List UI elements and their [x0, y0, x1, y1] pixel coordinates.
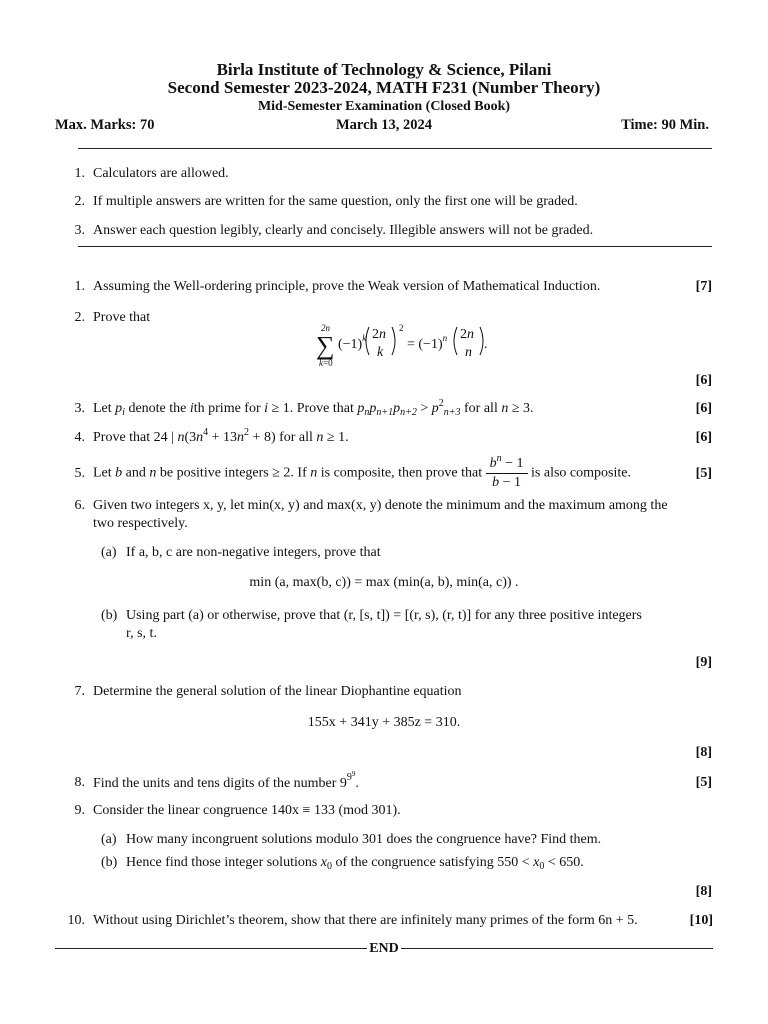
svg-text:(−1)k: $(-1)^k$ [338, 333, 367, 352]
question-6b-text: Using part (a) or otherwise, prove that (r, [s, t]) = [(r, s), (r, t)] for any three positive integers [126, 608, 642, 623]
question-9a-text: How many incongruent solutions modulo 301 does the congruence have? Find them. [126, 832, 602, 847]
question-8-text: Find the units and tens digits of the number $9^{9^9}$. [93, 770, 359, 791]
instruction-number: 3. [74, 223, 85, 238]
svg-text:n: n [465, 345, 472, 360]
question-6a-label: (a) [101, 545, 117, 560]
course-title: Second Semester 2023-2024, MATH F231 (Number Theory) [167, 78, 601, 97]
question-number: 6. [74, 498, 85, 513]
svg-text:2n: 2n [372, 327, 386, 342]
instruction-number: 1. [74, 166, 85, 181]
question-6a-text: If a, b, c are non-negative integers, prove that [126, 545, 381, 560]
question-7-text: Determine the general solution of the linear Diophantine equation [93, 684, 462, 699]
end-marker: END [369, 941, 399, 956]
end-divider-right [401, 948, 713, 949]
question-number: 7. [74, 684, 85, 699]
question-6-text: Given two integers x, y, let min(x, y) and max(x, y) denote the minimum and the maximum among the [93, 498, 668, 513]
svg-text:2n: 2n [321, 323, 330, 333]
question-7-marks: [8] [695, 745, 712, 760]
max-marks: Max. Marks: 70 [55, 117, 155, 133]
question-7-equation: 155x + 341y + 385z = 310. [307, 715, 461, 730]
question-10-marks: [10] [689, 913, 713, 928]
instruction-number: 2. [74, 194, 85, 209]
instruction-text: If multiple answers are written for the same question, only the first one will be graded. [93, 194, 578, 209]
instruction-text: Answer each question legibly, clearly and concisely. Illegible answers will not be graded. [93, 223, 594, 238]
exam-date: March 13, 2024 [336, 117, 432, 133]
header-divider [78, 148, 712, 149]
svg-text:.: . [484, 337, 488, 352]
question-2-equation [312, 318, 502, 372]
question-3-text: Let $p_i$ denote the ith prime for i ≥ 1. Prove that $p_np_{n+1}p_{n+2} > p^2_{n+3}$ for all n ≥ 3. [93, 398, 534, 418]
question-number: 10. [67, 913, 85, 928]
svg-text:2n: 2n [460, 327, 474, 342]
question-5-text: Let b and n be positive integers ≥ 2. If n is composite, then prove that $\frac{b^n - 1}{b - 1}$ is also composite. [93, 453, 631, 490]
question-4-text: Prove that 24 | $n(3n^4 + 13n^2 + 8)$ for all n ≥ 1. [93, 427, 349, 445]
exam-title: Mid-Semester Examination (Closed Book) [257, 99, 511, 114]
question-3-marks: [6] [695, 401, 712, 416]
instructions-divider [78, 246, 712, 247]
svg-text:= (−1)n: = $(-1)^n$ [407, 333, 448, 352]
svg-text:k: k [377, 345, 384, 360]
question-5-fraction: $\frac{b^n - 1}{b - 1}$ [486, 455, 528, 492]
instruction-text: Calculators are allowed. [93, 166, 229, 181]
svg-text:∑: ∑ [316, 331, 335, 360]
question-2-marks: [6] [695, 373, 712, 388]
exam-time: Time: 90 Min. [621, 117, 709, 133]
question-6-text-cont: two respectively. [93, 516, 188, 531]
question-8-text-main: Find the units and tens digits of the number 9 [93, 776, 347, 791]
question-9a-label: (a) [101, 832, 117, 847]
question-6b-label: (b) [101, 608, 118, 623]
question-6-marks: [9] [695, 655, 712, 670]
question-9b-text: Hence find those integer solutions $x_0$ of the congruence satisfying $550 < x_0 < 650$. [126, 855, 584, 872]
question-4-marks: [6] [695, 430, 712, 445]
question-6a-equation: min (a, max(b, c)) = max (min(a, b), min(a, c)) . [249, 575, 519, 590]
end-divider-left [55, 948, 367, 949]
question-number: 4. [74, 430, 85, 445]
svg-text:k=0: k=0 [319, 358, 333, 368]
svg-text:2: 2 [399, 323, 404, 333]
question-9-marks: [8] [695, 884, 712, 899]
question-9b-label: (b) [101, 855, 118, 870]
question-10-text: Without using Dirichlet’s theorem, show that there are infinitely many primes of the form 6n + 5. [93, 913, 638, 928]
question-5-marks: [5] [695, 466, 712, 481]
question-number: 5. [74, 466, 85, 481]
question-2-text: Prove that [93, 310, 151, 325]
question-9-text: Consider the linear congruence 140x ≡ 133 (mod 301). [93, 803, 401, 818]
question-number: 2. [74, 310, 85, 325]
question-1-text: Assuming the Well-ordering principle, prove the Weak version of Mathematical Induction. [93, 279, 601, 294]
question-6b-text-cont: r, s, t. [126, 626, 157, 641]
question-number: 3. [74, 401, 85, 416]
question-1-marks: [7] [695, 279, 712, 294]
question-8-marks: [5] [695, 775, 712, 790]
institute-title: Birla Institute of Technology & Science, Pilani [216, 60, 552, 79]
question-number: 8. [74, 775, 85, 790]
question-number: 1. [74, 279, 85, 294]
question-number: 9. [74, 803, 85, 818]
